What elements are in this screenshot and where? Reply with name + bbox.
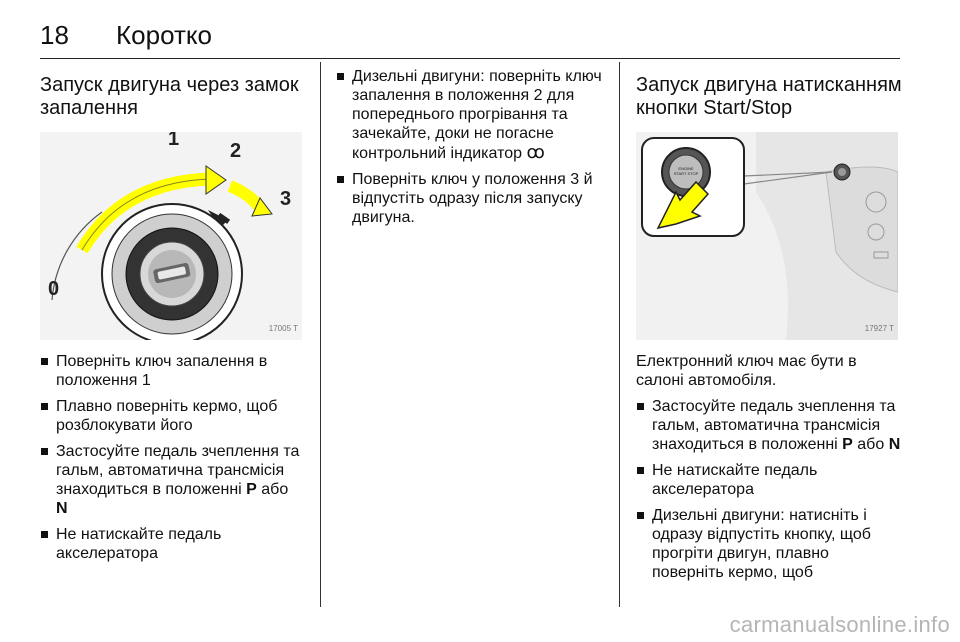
ignition-lock-figure <box>40 132 302 340</box>
figure-code: 17005 T <box>268 324 298 333</box>
figure-code: 17927 T <box>864 324 894 333</box>
list-item: Не натискайте педаль акселератора <box>636 461 904 499</box>
list-item: Застосуйте педаль зчеплення та гальм, автоматична трансмісія знаходиться в положенні P або N <box>40 442 302 518</box>
list-item: Поверніть ключ запалення в положення 1 <box>40 352 302 390</box>
position-label-1: 1 <box>168 132 180 150</box>
watermark: carmanualsonline.info <box>729 612 950 637</box>
position-label-3: 3 <box>280 188 292 210</box>
column-middle <box>336 68 604 227</box>
column-divider-2 <box>619 62 620 607</box>
list-item: Поверніть ключ у положення 3 й відпустіть одразу після запуску двигуна. <box>336 170 604 227</box>
list-item: Дизельні двигуни: поверніть ключ запалення в положення 2 для попереднього прогрівання та зачекайте, доки не погасне контрольний індикатор ꝏ <box>336 67 604 163</box>
position-label-0: 0 <box>48 278 60 300</box>
page-title: Коротко <box>116 20 212 50</box>
page-header <box>40 18 900 52</box>
section-heading-start-stop: Запуск двигуна натисканням кнопки Start/Stop <box>636 74 902 119</box>
header-rule <box>40 58 900 59</box>
diesel-steps-list <box>336 67 604 227</box>
start-stop-steps-list <box>636 397 904 582</box>
engine-start-stop-button-label: ENGINE START STOP <box>673 166 699 176</box>
column-left <box>40 68 302 563</box>
list-item: Плавно поверніть кермо, щоб розблокувати його <box>40 397 302 435</box>
electronic-key-note: Електронний ключ має бути в салоні автомобіля. <box>636 353 857 389</box>
page-number: 18 <box>40 20 69 50</box>
section-heading-ignition: Запуск двигуна через замок запалення <box>40 74 299 119</box>
glow-plug-indicator-icon: ꝏ <box>526 142 545 162</box>
ignition-steps-list <box>40 352 302 563</box>
list-item: Застосуйте педаль зчеплення та гальм, автоматична трансмісія знаходиться в положенні P або N <box>636 397 904 454</box>
list-item: Не натискайте педаль акселератора <box>40 525 302 563</box>
position-label-2: 2 <box>230 140 242 162</box>
start-stop-figure <box>636 132 898 340</box>
column-right <box>636 68 904 582</box>
column-divider-1 <box>320 62 321 607</box>
start-stop-illustration <box>636 132 898 340</box>
ignition-lock-illustration <box>40 132 302 340</box>
list-item: Дизельні двигуни: натисніть і одразу відпустіть кнопку, щоб прогріти двигун, плавно поверніть кермо, щоб <box>636 506 904 582</box>
